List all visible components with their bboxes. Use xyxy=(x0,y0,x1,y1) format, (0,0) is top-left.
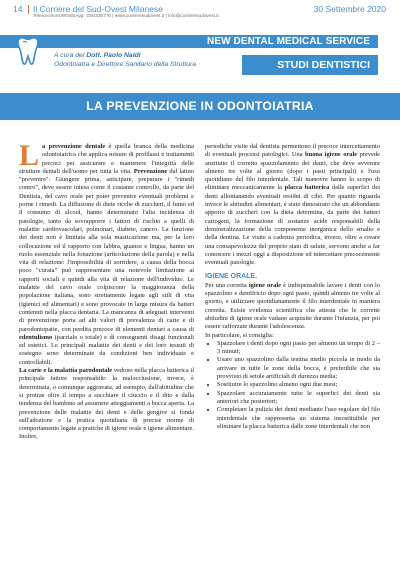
bold-term: placca batterica xyxy=(284,184,330,192)
bold-term: buona igiene orale xyxy=(305,151,358,159)
drop-cap: L xyxy=(19,139,40,172)
bold-term: igiene orale xyxy=(248,281,281,289)
author-name: Dott. Paolo Naldi xyxy=(86,52,141,59)
list-intro: In particolare, si consiglia: xyxy=(205,331,274,339)
text: è indispensabile lavare i denti con lo spazzolino e dentifricio dopo ogni pasto, quindi almeno tre volte al giorno, e utilizzare quotidianamente il filo interdentale in maniera corretta. Esiste evidenza scientifica che attesta che le corrette abitudini di igiene orale vadano acquisite durante l'infanzia, per poi essere rafforzate durante l'adolescenza. xyxy=(205,281,381,331)
header-divider xyxy=(28,5,29,14)
page-number: 14 xyxy=(13,4,23,14)
section-banner xyxy=(0,35,378,48)
article-column-1 xyxy=(19,139,195,442)
text: prevede anzitutto il corretto spazzolamento dei denti, che deve avvenire almeno tre volte al giorno (dopo i pasti principali) e l'uso quotidiano del filo interdentale. Tali manovre hanno lo scopo di eliminare meccanicamente la xyxy=(205,151,380,192)
text: Per una corretta xyxy=(205,281,247,289)
paragraph xyxy=(205,143,380,267)
text: dalle superfici dei denti allontanando eventuali residui di cibo. Per quanto riguarda invece le abitudini alimentari, è stato dimostrato che un abbondante apporto di zuccheri con la dieta determina, da parte dei batteri cariogeni, la formazione di sostanze acide responsabili della demineralizzazione della componente inorganica dello smalto e della dentina. Le visite a cadenza periodica, invece, oltre a creare una consapevolezza del proprio stato di salute, servono anche a far conoscere i mezzi oggi a disposizione ed intercettare precocemente eventuali patologie. xyxy=(205,184,381,267)
article-title-bar xyxy=(0,93,400,120)
article-title: LA PREVENZIONE IN ODONTOIATRIA xyxy=(86,99,314,113)
list-item: • Sostituire lo spazzolino almeno ogni due mesi; xyxy=(217,381,380,389)
section-title: NEW DENTAL MEDICAL SERVICE xyxy=(207,35,370,47)
page-header xyxy=(0,0,400,26)
paragraph xyxy=(19,367,194,442)
author-byline xyxy=(54,51,196,69)
list-item: • Usare uno spazzolino dalla testina medio piccola in modo da arrivare in tutte le zone della bocca, è preferibile che sia provvisto di setole artificiali di durezza media; xyxy=(217,356,380,381)
list-item: • Spazzolare accuratamente tutte le superfici dei denti sia anteriori che posteriori; xyxy=(217,390,380,407)
text: (parziale o totale) e di conseguenti disagi funzionali ed estetici. Le principali malattie dei denti e dei loro tessuti di sostegno sono determinate da condizioni ben individuate e controllabili. xyxy=(19,333,195,366)
text: è quella branca della medicina odontoiatrica che applica misure di profilassi e trattamenti precoci per assicurare e mantenere l'integrità delle strutture dentali dell'uomo per tutta la vita. xyxy=(19,143,195,175)
intro-bold: a prevenzione dentale xyxy=(42,143,106,150)
bold-term: La carie e la malattia parodontale xyxy=(19,367,113,375)
text: dal latino "prevenire": Giungere prima, anticipare, preparare i "rimedi contro", deve essere intesa come il costante controllo, da parte del Dentista, del cavo orale per poter prevenire eventuali problemi e porne i rimedi. La diffusione di diete ricche di zuccheri, il fumo ed il consumo di alcool, hanno determinato l'alta incidenza di patologie, tanto da sovrapporre i fattori di rischio a quelli di malattie cardiovascolari, polmonari, diabete, cancro. La funzione dei denti non è limitata alla sola masticazione ma, per la loro collocazione ed il rapporto con labbra, guance e lingua, hanno un ruolo essenziale nella fonazione (articolazione della parola) e nella vita di relazione: l'impossibilità di sorridere, a causa della bocca poco "curata" può rappresentare una notevole limitazione ai rapporti sociali e quindi alla vita di relazione dell'individuo. Le malattie del cavo orale colpiscono la maggioranza della popolazione italiana, sono strettamente legate agli stili di vita (igienici ed alimentari) e sono provocate in larga misura da batteri contenuti nella placca dentaria. La mancanza di adeguati interventi di prevenzione porta ad alti valori di prevalenza di carie e di parodontopatie, con perdita precoce di elementi dentari a causa di xyxy=(19,167,195,333)
paragraph xyxy=(205,282,380,332)
contacts-line: Telefono/sms/WhatsApp: 335/335770 | www.corrieresudovest.it | info@corrieresudovest.it xyxy=(33,13,219,18)
list-item: • Completare la pulizia dei denti mediante l'uso regolare del filo interdentale che rappresenta un sistema insostituibile per eliminare la placca batterica dalle zone interdentali che non xyxy=(217,406,380,431)
article-column-2 xyxy=(205,143,380,431)
journal-name: Il Corriere del Sud-Ovest Milanese xyxy=(33,3,163,14)
text: vedono nella placca batterica il principale fattore responsabile: la malocclusione, invece, è determinata, o comunque aggravata, ad esempio, dall'abitudine che si protrae oltre il tempo a succhiare il ciuccio e il dito e dalla tendenza del bambino ad assumere atteggiamenti a bocca aperta. La prevenzione delle malattie dei denti e delle gengive si fonda sull'adozione e la pratica quotidiana di precise norme di comportamento legate a pratiche di igiene orale e igiene alimentare. Inoltre, xyxy=(19,367,194,441)
author-role: Odontoiatra e Direttore Sanitario della Struttura xyxy=(54,61,197,68)
category-banner xyxy=(242,55,378,75)
byline-prefix: A cura del xyxy=(54,52,85,59)
advice-list xyxy=(205,340,380,431)
subheading: IGIENE ORALE. xyxy=(205,273,258,281)
paragraph xyxy=(19,139,195,367)
article-body xyxy=(19,139,381,558)
list-item: • Spazzolare i denti dopo ogni pasto per almeno un tempo di 2 – 3 minuti; xyxy=(217,340,380,357)
text: periodiche visite dal dentista permettono il precoce intercettamento di eventuali processi patologici. Una xyxy=(205,143,380,159)
bold-term: Prevenzione xyxy=(133,167,168,175)
issue-date: 30 Settembre 2020 xyxy=(313,4,386,14)
tooth-icon xyxy=(14,36,42,66)
category-title: STUDI DENTISTICI xyxy=(277,59,370,71)
bold-term: edentulismo xyxy=(19,333,53,341)
